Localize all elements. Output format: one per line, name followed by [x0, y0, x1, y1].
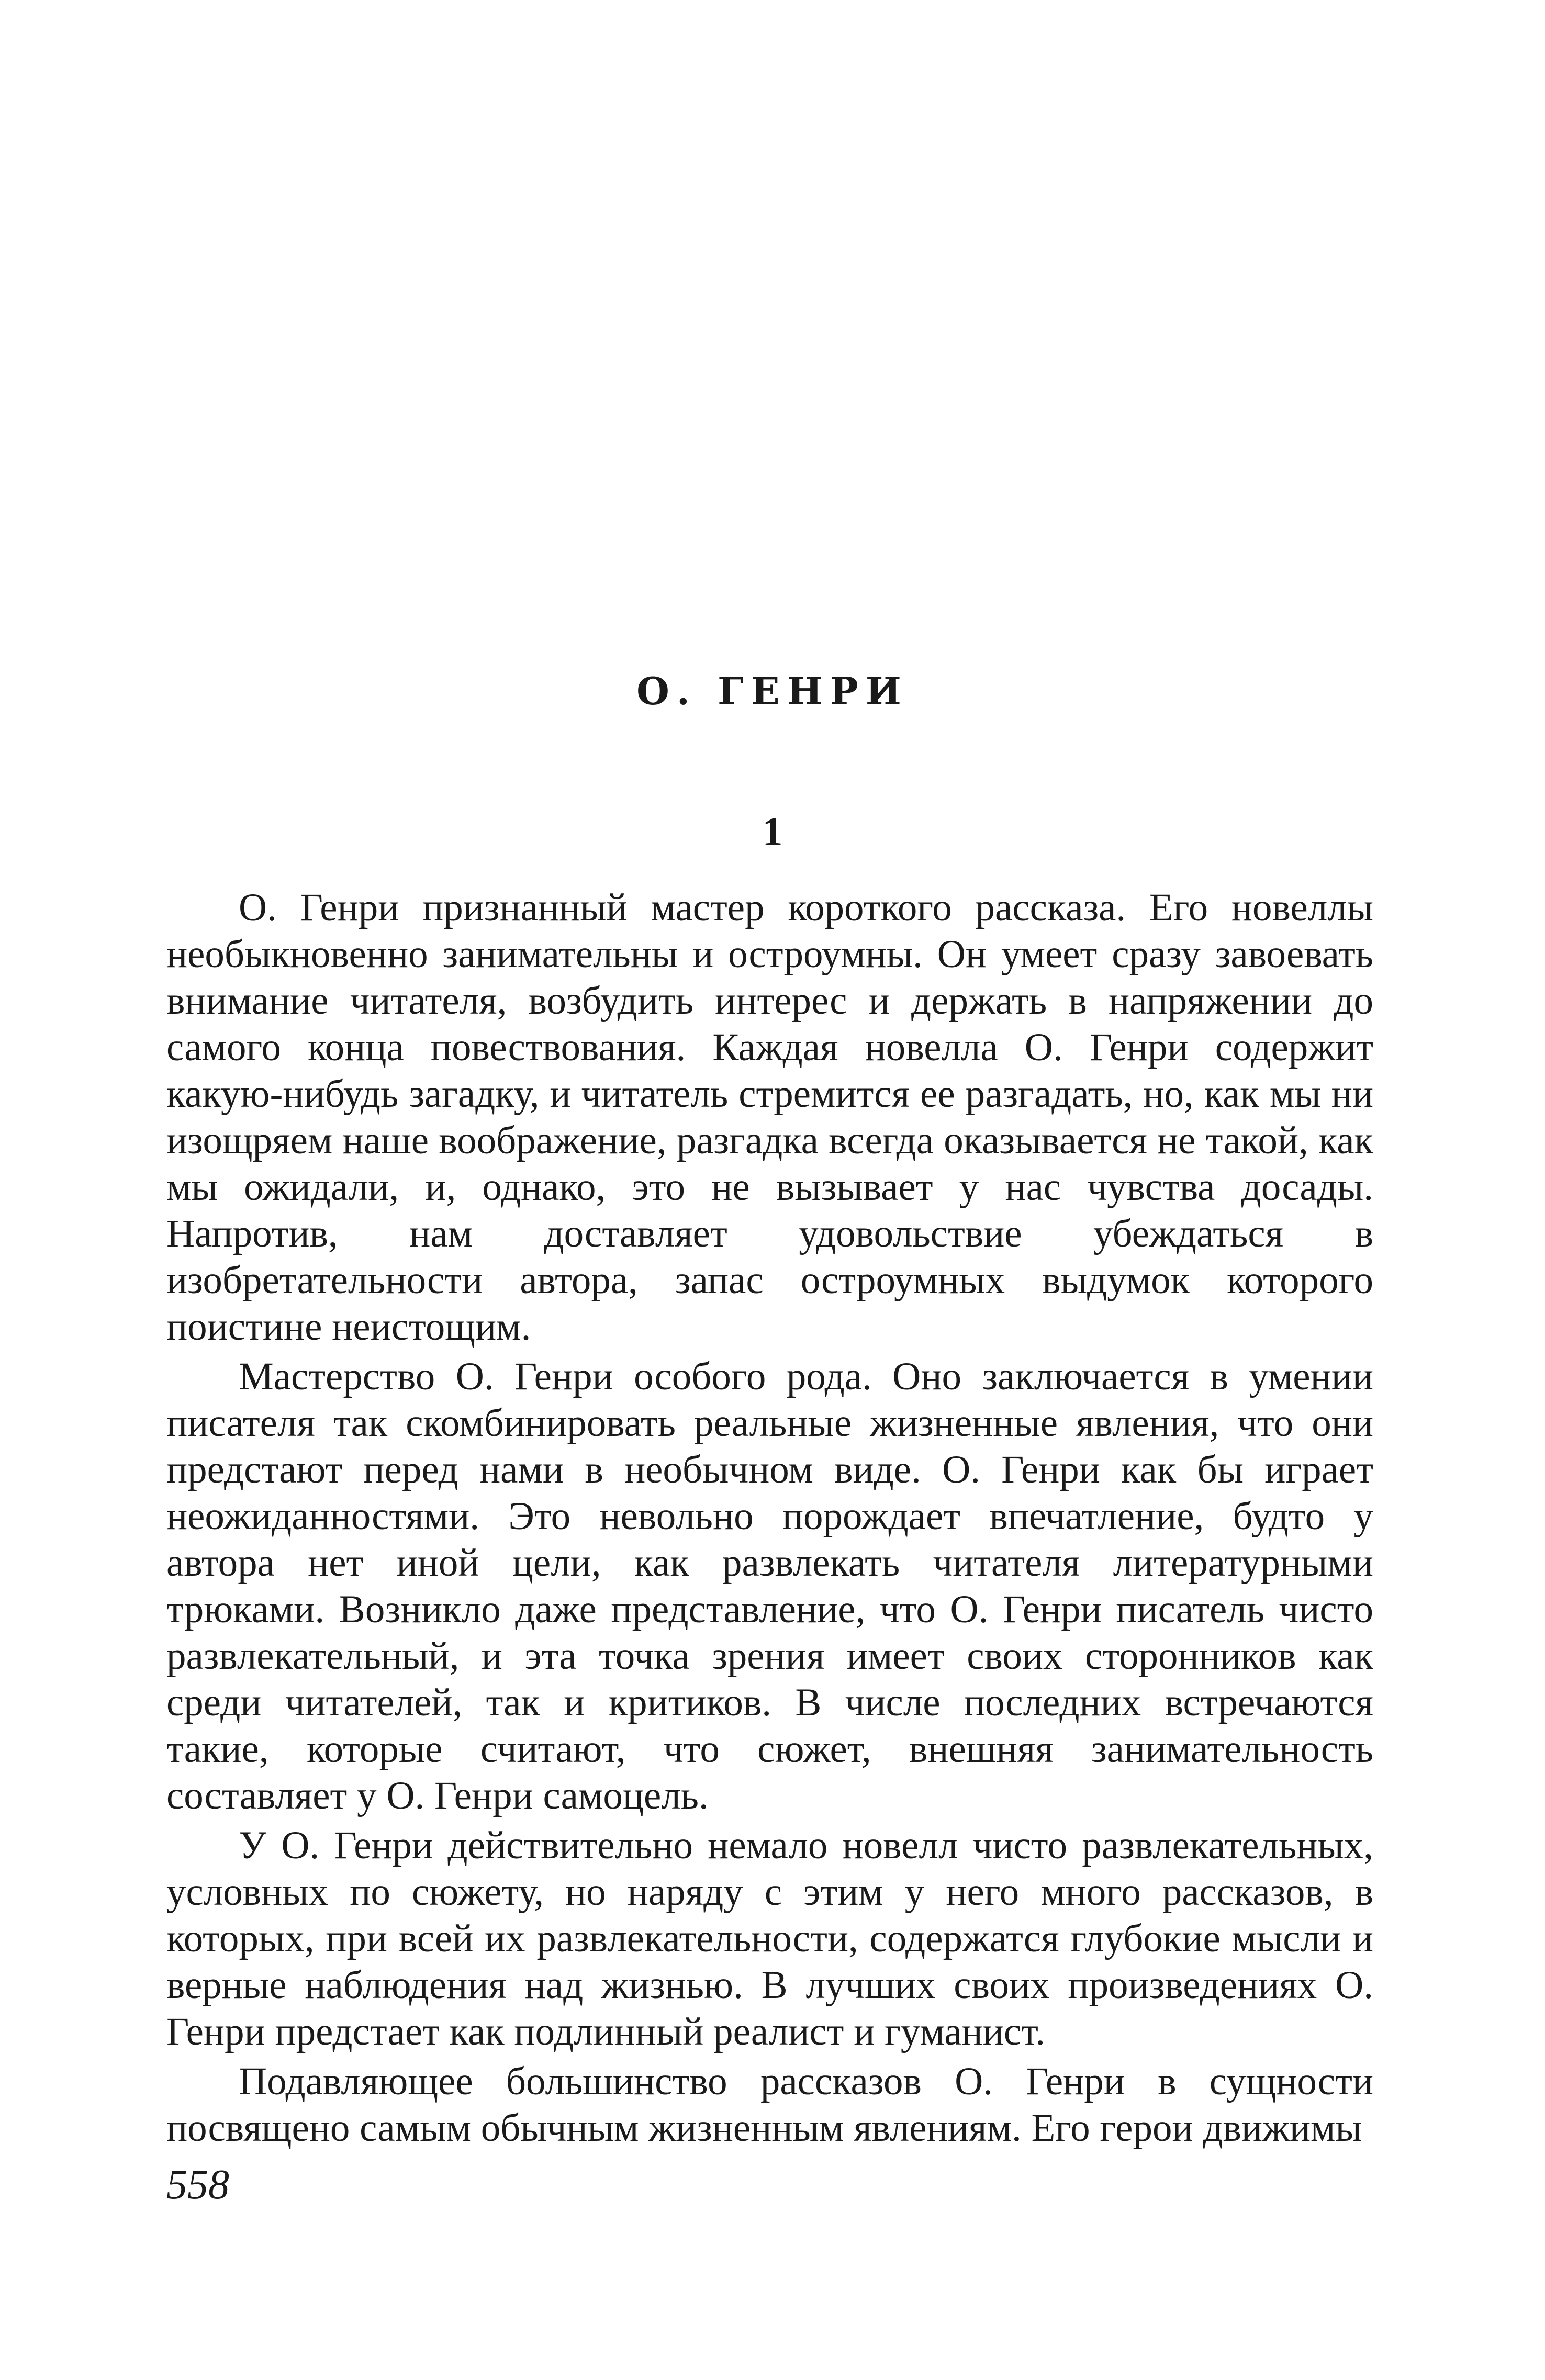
body-text — [166, 884, 1373, 2154]
page-number: 558 — [166, 2162, 229, 2208]
paragraph: Подавляющее большинство рассказов О. Генри в сущности посвящено самым обычным жизненным явлениям. Его герои движимы — [166, 2060, 1373, 2150]
section-number: 1 — [762, 809, 783, 854]
paragraph: У О. Генри действительно немало новелл чисто развлекательных, условных по сюжету, но наряду с этим у него много рассказов, в которых, при всей их развлекательности, содержатся глубокие мысли и верные наблюдения над жизнью. В лучших своих произведениях О. Генри предстает как подлинный реалист и гуманист. — [166, 1824, 1373, 2053]
paragraph: О. Генри признанный мастер короткого рассказа. Его новеллы необыкновенно занимательны и остроумны. Он умеет сразу завоевать внимание читателя, возбудить интерес и держать в напряжении до самого конца повествования. Каждая новелла О. Генри содержит какую-нибудь загадку, и читатель стремится ее разгадать, но, как мы ни изощряем наше воображение, разгадка всегда оказывается не такой, как мы ожидали, и, однако, это не вызывает у нас чувства досады. Напротив, нам доставляет удовольствие убеждаться в изобретательности автора, запас остроумных выдумок которого поистине неистощим. — [166, 886, 1373, 1349]
paragraph: Мастерство О. Генри особого рода. Оно заключается в умении писателя так скомбинировать реальные жизненные явления, что они предстают перед нами в необычном виде. О. Генри как бы играет неожиданностями. Это невольно порождает впечатление, будто у автора нет иной цели, как развлекать читателя литературными трюками. Возникло даже представление, что О. Генри писатель чисто развлекательный, и эта точка зрения имеет своих сторонников как среди читателей, так и критиков. В числе последних встречаются такие, которые считают, что сюжет, внешняя занимательность составляет у О. Генри самоцель. — [166, 1355, 1373, 1817]
chapter-heading: О. ГЕНРИ — [636, 669, 909, 713]
